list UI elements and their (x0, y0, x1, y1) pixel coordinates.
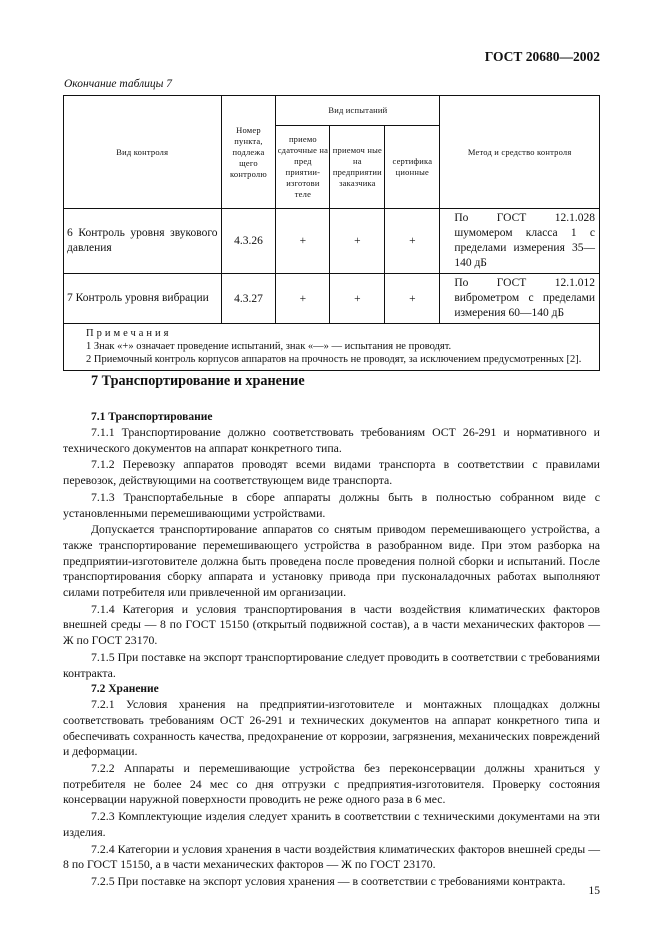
table-caption: Окончание таблицы 7 (64, 78, 172, 90)
paragraph: 7.2.1 Условия хранения на предприятии-изготовителе и монтажных площадках должны соответствовать требованиям ОСТ 26-291 и технических документов на аппарат конкретного типа и обеспечивать сохранность качества, предохранение от коррозии, загрязнения, механических повреждений и деформации. (63, 697, 600, 759)
row-clause: 4.3.26 (221, 209, 276, 274)
row-method: По ГОСТ 12.1.028 шумомером класса 1 с пределами измерения 35—140 дБ (440, 209, 600, 274)
row-control-name: 7 Контроль уровня вибрации (64, 274, 222, 324)
paragraph: 7.1.2 Перевозку аппаратов проводят всеми видами транспорта в соответствии с правилами перевозок, действующими на соответствующем виде транспорта. (63, 457, 600, 488)
paragraph: 7.1.4 Категория и условия транспортирования в части воздействия климатических факторов внешней среды — 8 по ГОСТ 15150 (открытый подвижной состав), а в части механических факторов — Ж по ГОСТ 23170. (63, 601, 600, 648)
control-table (63, 95, 600, 371)
row-control-name: 6 Контроль уровня звукового давления (64, 209, 222, 274)
table-notes (64, 324, 600, 371)
header-method: Метод и средство контроля (440, 96, 600, 209)
subsection-title-storage: 7.2 Хранение (91, 683, 159, 696)
header-test-type: Вид испытаний (276, 96, 440, 126)
row-clause: 4.3.27 (221, 274, 276, 324)
row-mark: + (276, 209, 330, 274)
table-row (64, 274, 600, 324)
section-content (63, 372, 600, 891)
paragraph: 7.1.5 При поставке на экспорт транспортирование следует проводить в соответствии с требованиями контракта. (63, 649, 600, 680)
paragraph: 7.2.4 Категории и условия хранения в части воздействия климатических факторов внешней среды — 8 по ГОСТ 15150, а в части механических факторов — Ж по ГОСТ 23170. (63, 841, 600, 872)
row-method: По ГОСТ 12.1.012 виброметром с пределами измерения 60—140 дБ (440, 274, 600, 324)
header-clause: Номер пункта, подлежа щего контролю (221, 96, 276, 209)
subsection-title-transport: 7.1 Транспортирование (91, 411, 213, 423)
table-row (64, 209, 600, 274)
note-item: 2 Приемочный контроль корпусов аппаратов на прочность не проводят, за исключением предусмотренных [2]. (86, 354, 582, 365)
header-certification: сертифика ционные (385, 126, 440, 209)
row-mark: + (385, 209, 440, 274)
paragraph: 7.2.3 Комплектующие изделия следует хранить в соответствии с техническими документами на эти изделия. (63, 809, 600, 839)
paragraph: 7.1.3 Транспортабельные в сборе аппараты должны быть в полностью собранном виде с установленными перемешивающими устройствами. (63, 489, 600, 520)
row-mark: + (330, 274, 385, 324)
paragraph: 7.1.1 Транспортирование должно соответствовать требованиям ОСТ 26-291 и нормативного и технического документов на аппарат конкретного типа. (63, 425, 600, 455)
header-control-type: Вид контроля (64, 96, 222, 209)
row-mark: + (276, 274, 330, 324)
page-number: 15 (588, 885, 600, 897)
paragraph: 7.2.5 При поставке на экспорт условия хранения — в соответствии с требованиями контракта. (91, 873, 566, 888)
standard-id: ГОСТ 20680—2002 (484, 49, 600, 64)
note-item: 1 Знак «+» означает проведение испытаний, знак «—» — испытания не проводят. (86, 341, 452, 352)
section-title: 7 Транспортирование и хранение (91, 373, 305, 389)
row-mark: + (330, 209, 385, 274)
row-mark: + (385, 274, 440, 324)
header-acceptance-customer: приемоч ные на предприятии заказчика (330, 126, 385, 209)
notes-title: Примечания (86, 328, 172, 339)
paragraph: 7.2.2 Аппараты и перемешивающие устройства без переконсервации должны храниться у потребителя не более 24 мес со дня отгрузки с предприятия-изготовителя. Проверку состояния консервации наружной поверхности проводить не реже одного раза в 6 мес. (63, 761, 600, 807)
header-acceptance-manufacturer: приемо сдаточные на пред приятии- изготови теле (276, 126, 330, 209)
paragraph: Допускается транспортирование аппаратов со снятым приводом перемешивающего устройства, а также транспортирование перемешивающего устройства в разобранном виде. При этом разборка на предприятии-изготовителе должна быть проведена после проведения полной сборки и испытаний. После транспортирования сборку аппарата и установку привода при пусконаладочных работах выполняют силами потребителя или привлеченной им организации. (63, 522, 600, 600)
